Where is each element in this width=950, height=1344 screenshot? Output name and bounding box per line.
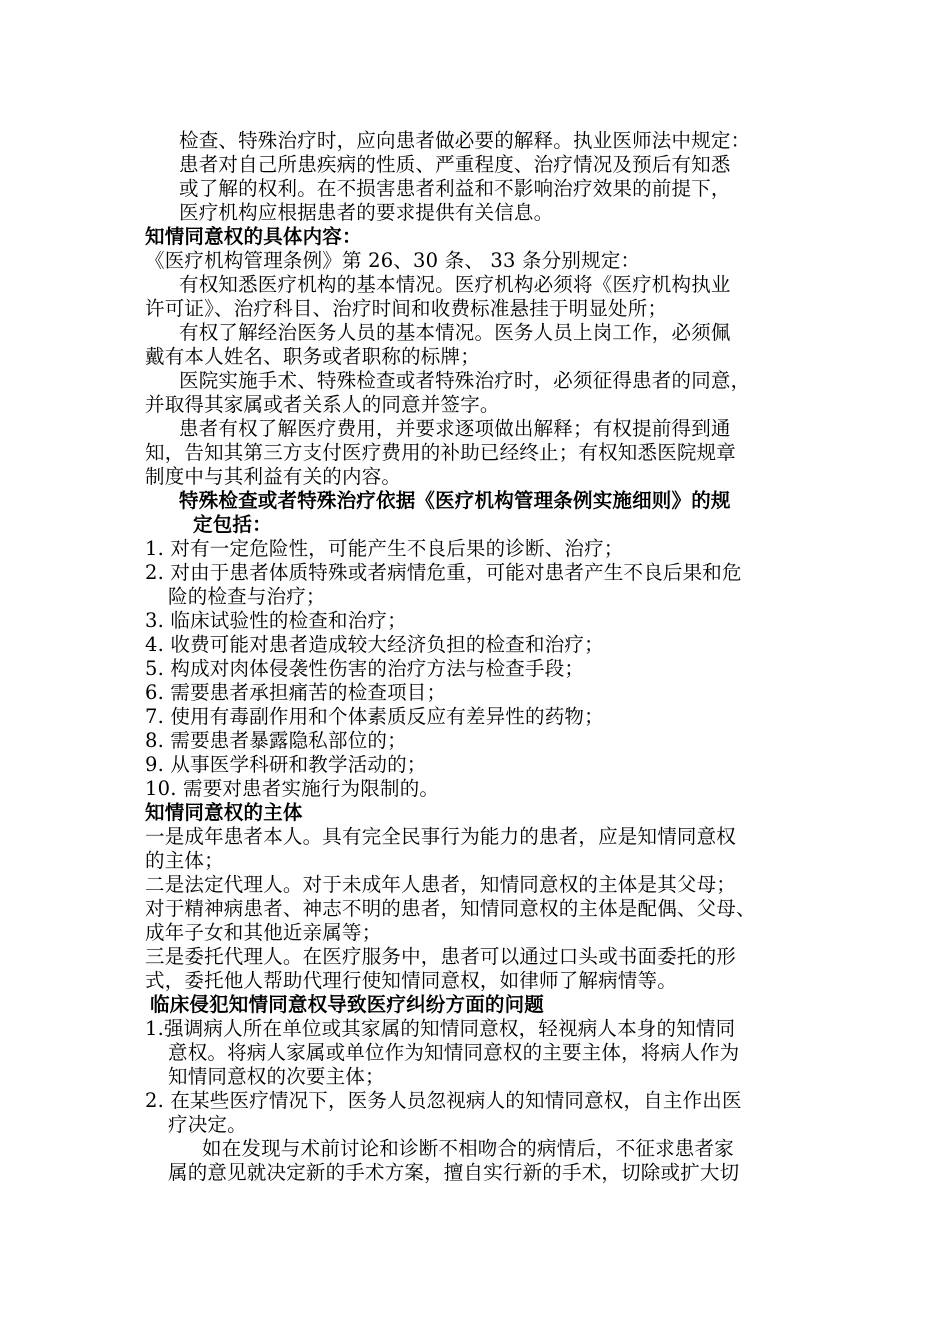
list-item: 2. 对由于患者体质特殊或者病情危重，可能对患者产生不良后果和危	[145, 561, 742, 584]
text-line: 有权了解经治医务人员的基本情况。医务人员上岗工作，必须佩	[179, 321, 731, 344]
list-item: 5. 构成对肉体侵袭性伤害的治疗方法与检查手段；	[145, 657, 585, 680]
text-line: 制度中与其利益有关的内容。	[145, 465, 402, 488]
text-line: 检查、特殊治疗时，应向患者做必要的解释。执业医师法中规定：	[179, 129, 751, 152]
section-heading: 定包括：	[193, 513, 272, 536]
text-line: 有权知悉医疗机构的基本情况。医疗机构必须将《医疗机构执业	[179, 273, 731, 296]
list-item: 9. 从事医学科研和教学活动的；	[145, 753, 427, 776]
list-item: 险的检查与治疗；	[168, 585, 326, 608]
text-line: 一是成年患者本人。具有完全民事行为能力的患者，应是知情同意权	[145, 825, 737, 848]
text-line: 知，告知其第三方支付医疗费用的补助已经终止；有权知悉医院规章	[145, 441, 737, 464]
text-line: 患者对自己所患疾病的性质、严重程度、治疗情况及预后有知悉	[179, 153, 731, 176]
list-item: 知情同意权的次要主体；	[168, 1065, 385, 1088]
section-heading: 临床侵犯知情同意权导致医疗纠纷方面的问题	[150, 993, 545, 1016]
list-item: 6. 需要患者承担痛苦的检查项目；	[145, 681, 447, 704]
list-item: 7. 使用有毒副作用和个体素质反应有差异性的药物；	[145, 705, 604, 728]
list-item: 3. 临床试验性的检查和治疗；	[145, 609, 407, 632]
text-line: 二是法定代理人。对于未成年人患者，知情同意权的主体是其父母；	[145, 873, 737, 896]
list-item: 2. 在某些医疗情况下，医务人员忽视病人的知情同意权，自主作出医	[145, 1089, 742, 1112]
text-line: 许可证》、治疗科目、治疗时间和收费标准悬挂于明显处所；	[145, 297, 668, 320]
list-item: 意权。将病人家属或单位作为知情同意权的主要主体，将病人作为	[168, 1041, 740, 1064]
text-line: 属的意见就决定新的手术方案，擅自实行新的手术，切除或扩大切	[168, 1161, 740, 1184]
list-item: 1. 对有一定危险性，可能产生不良后果的诊断、治疗；	[145, 537, 624, 560]
text-line: 的主体；	[145, 849, 224, 872]
list-item: 8. 需要患者暴露隐私部位的；	[145, 729, 407, 752]
list-item: 1.强调病人所在单位或其家属的知情同意权，轻视病人本身的知情同	[145, 1017, 736, 1040]
text-line: 对于精神病患者、神志不明的患者，知情同意权的主体是配偶、父母、	[145, 897, 756, 920]
text-line: 或了解的权利。在不损害患者利益和不影响治疗效果的前提下，	[179, 177, 731, 200]
text-line: 如在发现与术前讨论和诊断不相吻合的病情后，不征求患者家	[202, 1137, 734, 1160]
section-heading: 知情同意权的主体	[145, 801, 303, 824]
text-line: 成年子女和其他近亲属等；	[145, 921, 382, 944]
text-line: 并取得其家属或者关系人的同意并签字。	[145, 393, 500, 416]
list-item: 疗决定。	[168, 1113, 247, 1136]
text-line: 医疗机构应根据患者的要求提供有关信息。	[179, 201, 554, 224]
list-item: 4. 收费可能对患者造成较大经济负担的检查和治疗；	[145, 633, 604, 656]
list-item: 10. 需要对患者实施行为限制的。	[145, 777, 440, 800]
text-line: 三是委托代理人。在医疗服务中，患者可以通过口头或书面委托的形	[145, 945, 737, 968]
text-line: 戴有本人姓名、职务或者职称的标牌；	[145, 345, 480, 368]
text-line: 式，委托他人帮助代理行使知情同意权，如律师了解病情等。	[145, 969, 677, 992]
text-line: 医院实施手术、特殊检查或者特殊治疗时，必须征得患者的同意，	[179, 369, 751, 392]
section-heading: 特殊检查或者特殊治疗依据《医疗机构管理条例实施细则》的规	[179, 489, 731, 512]
text-line: 患者有权了解医疗费用，并要求逐项做出解释；有权提前得到通	[179, 417, 731, 440]
text-line: 《医疗机构管理条例》第 26、30 条、 33 条分别规定：	[145, 249, 641, 272]
section-heading: 知情同意权的具体内容：	[145, 225, 362, 248]
